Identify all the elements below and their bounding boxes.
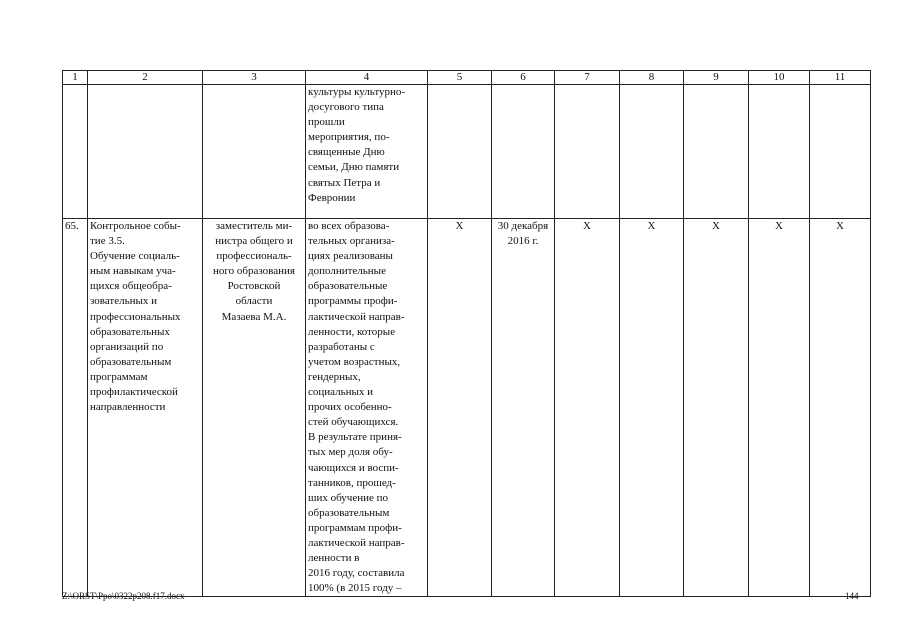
row-number-cell: 65.	[63, 219, 88, 597]
column-number: 4	[306, 71, 428, 85]
table-cell: Х	[749, 219, 810, 597]
table-cell	[555, 85, 620, 219]
row-number-cell	[63, 85, 88, 219]
column-number-row	[63, 71, 871, 85]
table-cell	[684, 85, 749, 219]
result-cell: во всех образова- тельных организа- циях реализованы дополнительные образовательные программы профи- лактической направ- ленности, которые разработаны с учетом возрастных, гендерных, социальных и прочих особенно- стей обучающихся. В результате приня- тых мер доля обу- чающихся и воспи- танников, прошед- ших обучение по образовательным программам профи- лактической направ- ленности в 2016 году, составила 100% (в 2015 году –	[306, 219, 428, 597]
column-number: 8	[620, 71, 684, 85]
column-number: 7	[555, 71, 620, 85]
table-cell: Х	[428, 219, 492, 597]
page-number: 144	[845, 591, 859, 601]
event-name-cell	[88, 85, 203, 219]
footer-file-path: Z:\ORST\Ppo\0322p208.f17.docx	[62, 591, 185, 601]
table-cell: Х	[555, 219, 620, 597]
column-number: 3	[203, 71, 306, 85]
plan-table	[62, 70, 871, 597]
table-cell	[428, 85, 492, 219]
responsible-cell	[203, 85, 306, 219]
table-cell: Х	[810, 219, 871, 597]
table-row	[63, 85, 871, 219]
column-number: 1	[63, 71, 88, 85]
column-number: 5	[428, 71, 492, 85]
table-row	[63, 219, 871, 597]
table-cell	[492, 85, 555, 219]
table-cell	[749, 85, 810, 219]
table-cell: Х	[620, 219, 684, 597]
column-number: 9	[684, 71, 749, 85]
table-cell: Х	[684, 219, 749, 597]
event-name-cell: Контрольное собы- тие 3.5. Обучение социаль- ным навыкам уча- щихся общеобра- зовательных и профессиональных образовательных организаций по образовательным программам профилактической направленности	[88, 219, 203, 597]
table-cell	[620, 85, 684, 219]
column-number: 10	[749, 71, 810, 85]
result-cell: культуры культурно- досугового типа прошли мероприятия, по- священные Дню семьи, Дню памяти святых Петра и Февронии	[306, 85, 428, 219]
responsible-cell: заместитель ми- нистра общего и профессиональ- ного образования Ростовской области Мазаева М.А.	[203, 219, 306, 597]
deadline-cell: 30 декабря 2016 г.	[492, 219, 555, 597]
table-cell	[810, 85, 871, 219]
column-number: 6	[492, 71, 555, 85]
column-number: 2	[88, 71, 203, 85]
column-number: 11	[810, 71, 871, 85]
